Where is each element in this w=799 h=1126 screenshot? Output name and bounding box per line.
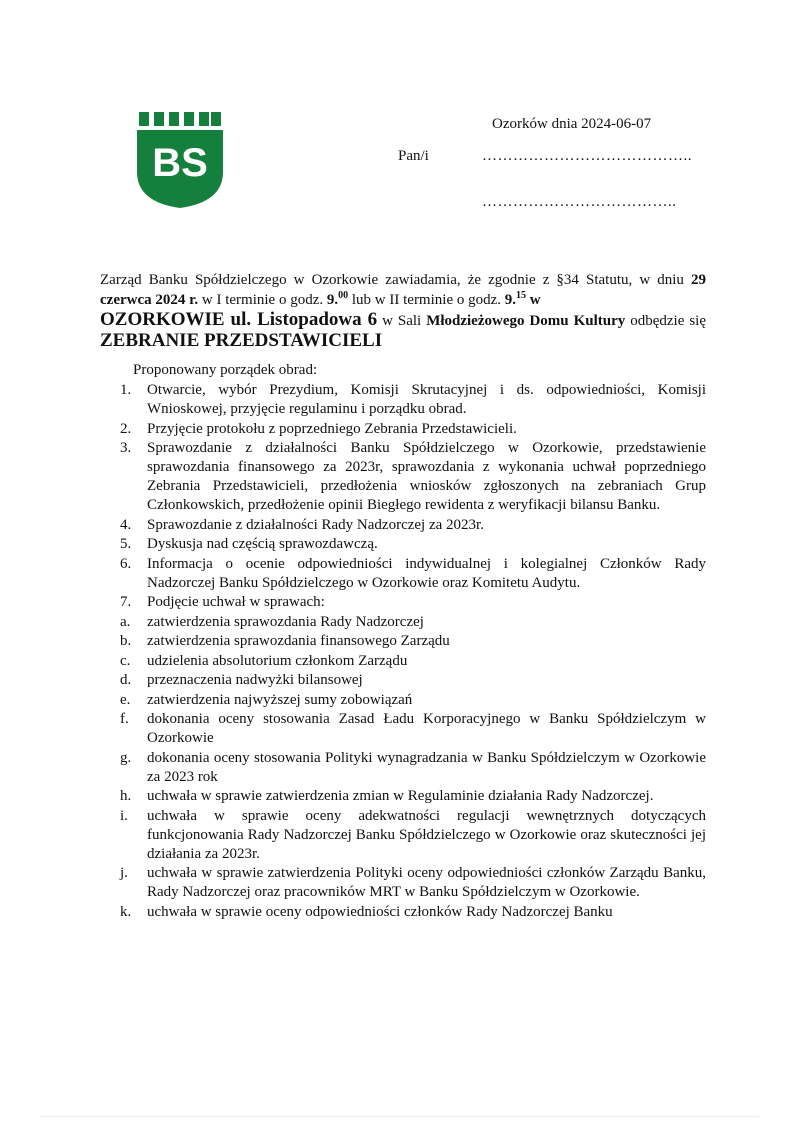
meeting-city: OZORKOWIE ul. Listopadowa 6: [100, 309, 378, 330]
agenda-item: [120, 535, 706, 554]
recipient-line-2: ………………………………..: [482, 194, 677, 210]
intro-text-6: odbędzie się: [625, 313, 707, 329]
agenda-item-marker: e.: [120, 691, 131, 708]
agenda-item-text: udzielenia absolutorium członkom Zarządu: [147, 652, 408, 669]
agenda-item: [120, 420, 706, 439]
agenda-item: [120, 381, 706, 419]
agenda-item-text: Dyskusja nad częścią sprawozdawczą.: [147, 536, 378, 552]
agenda-list: [120, 381, 706, 922]
agenda-item-text: Sprawozdanie z działalności Rady Nadzorczej za 2023r.: [147, 516, 484, 533]
agenda-item: [120, 864, 706, 902]
agenda-item: [120, 516, 706, 535]
agenda-item: [120, 555, 706, 593]
agenda-item-marker: 1.: [120, 382, 132, 398]
page-bottom-line: [40, 1116, 759, 1117]
agenda-item-marker: 7.: [120, 594, 132, 610]
agenda-item-text: Informacja o ocenie odpowiedniości indywidualnej i kolegialnej Członków Rady Nadzorczej Banku Spółdzielczego w Ozorkowie oraz Komitetu Audytu.: [147, 555, 706, 591]
agenda-item: [120, 439, 706, 515]
agenda-item: [120, 807, 706, 864]
agenda-item-marker: a.: [120, 613, 131, 630]
agenda-item: [120, 613, 706, 632]
agenda-item-text: Otwarcie, wybór Prezydium, Komisji Skrutacyjnej i ds. odpowiedniości, Komisji Wnioskowej, przyjęcie regulaminu i porządku obrad.: [147, 382, 706, 417]
agenda-item-marker: 4.: [120, 516, 132, 533]
agenda-item: [120, 671, 706, 690]
intro-text-5: w Sali: [377, 313, 427, 329]
agenda-item-marker: 2.: [120, 420, 132, 437]
time-first: 9.00: [326, 290, 349, 308]
agenda-item-text: uchwała w sprawie zatwierdzenia Polityki oceny odpowiedniości członków Zarządu Banku, Rady Nadzorczej oraz pracowników MRT w Banku Spółdzielczym w Ozorkowie.: [147, 865, 706, 900]
agenda-item-text: Sprawozdanie z działalności Banku Spółdzielczego w Ozorkowie, przedstawienie sprawozdania finansowego za 2023r, sprawozdania z wykonania uchwał poprzedniego Zebrania Przedstawicieli, przedłożenia wniosków zgłoszonych na zebraniach Grup Członkowskich, przedłożenie opinii Biegłego rewidenta z weryfikacji bilansu Banku.: [147, 440, 706, 513]
agenda-item-text: dokonania oceny stosowania Zasad Ładu Korporacyjnego w Banku Spółdzielczym w Ozorkowie: [147, 711, 706, 746]
agenda-item-text: uchwała w sprawie zatwierdzenia zmian w Regulaminie działania Rady Nadzorczej.: [147, 788, 654, 804]
bank-logo: [137, 110, 223, 210]
intro-text-3: lub w II terminie o godz.: [348, 292, 505, 308]
agenda-item-text: zatwierdzenia sprawozdania finansowego Zarządu: [147, 633, 450, 649]
agenda-item-text: uchwała w sprawie oceny odpowiedniości członków Rady Nadzorczej Banku: [147, 903, 613, 920]
meeting-title: ZEBRANIE PRZEDSTAWICIELI: [100, 330, 383, 351]
agenda-item-text: przeznaczenia nadwyżki bilansowej: [147, 672, 363, 688]
recipient-line-1: …………………………………..: [482, 148, 692, 164]
agenda-item-marker: 6.: [120, 555, 132, 572]
notice-paragraph: [100, 270, 706, 352]
agenda-item-marker: 3.: [120, 440, 132, 456]
agenda-item: [120, 710, 706, 748]
agenda-item: [120, 787, 706, 806]
agenda-item-marker: b.: [120, 633, 132, 649]
recipient-label: Pan/i: [398, 148, 429, 164]
agenda-item-marker: f.: [120, 711, 129, 727]
agenda-item-text: uchwała w sprawie oceny adekwatności regulacji wewnętrznych dotyczących funkcjonowania Rady Nadzorczej Banku Spółdzielczego w Ozorkowie oraz skuteczności jej działania za 2023r.: [147, 807, 706, 862]
intro-text-2: w I terminie o godz.: [198, 292, 327, 308]
agenda-item: [120, 593, 706, 612]
intro-text-4: w: [526, 292, 541, 308]
agenda-item-marker: c.: [120, 652, 131, 669]
agenda-item-text: zatwierdzenia sprawozdania Rady Nadzorczej: [147, 613, 424, 630]
agenda-item-marker: i.: [120, 807, 128, 824]
agenda-item-text: Przyjęcie protokołu z poprzedniego Zebrania Przedstawicieli.: [147, 420, 517, 437]
agenda-item-text: Podjęcie uchwał w sprawach:: [147, 594, 325, 610]
agenda-item-text: dokonania oceny stosowania Polityki wynagradzania w Banku Spółdzielczym w Ozorkowie za 2023 rok: [147, 749, 706, 785]
agenda-item: [120, 652, 706, 671]
intro-text-1: Zarząd Banku Spółdzielczego w Ozorkowie zawiadamia, że zgodnie z §34 Statutu, w dniu: [100, 272, 691, 288]
agenda-item-marker: g.: [120, 749, 132, 766]
agenda-item-marker: h.: [120, 788, 132, 804]
agenda-item-marker: j.: [120, 865, 128, 881]
meeting-venue: Młodzieżowego Domu Kultury: [426, 313, 626, 329]
agenda-item-text: zatwierdzenia najwyższej sumy zobowiązań: [147, 691, 413, 708]
agenda-item-marker: k.: [120, 903, 132, 920]
place-date: Ozorków dnia 2024-06-07: [492, 116, 652, 132]
agenda-item: [120, 632, 706, 651]
time-second: 9.15: [504, 290, 527, 308]
agenda-item: [120, 749, 706, 787]
agenda-item-marker: d.: [120, 672, 132, 688]
agenda-item-marker: 5.: [120, 536, 132, 552]
meeting-date: 29 czerwca 2024 r.: [100, 272, 706, 308]
agenda-title: Proponowany porządek obrad:: [133, 362, 318, 378]
agenda-item: [120, 903, 706, 922]
logo-text: BS: [152, 141, 208, 185]
agenda-item: [120, 691, 706, 710]
